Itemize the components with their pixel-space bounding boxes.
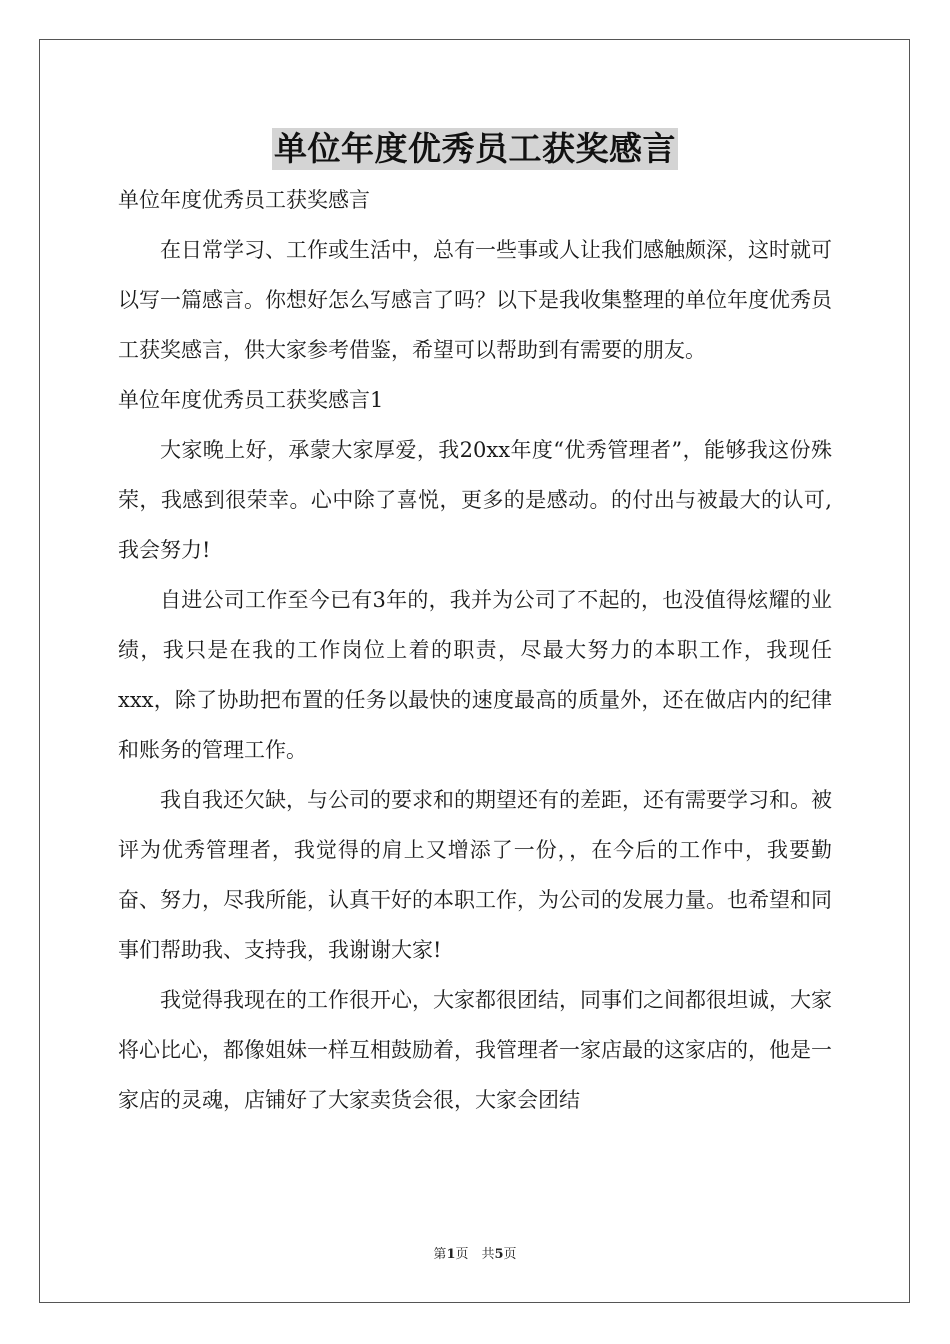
- page-suffix: 页: [503, 1247, 517, 1262]
- current-page-number: 1: [446, 1247, 456, 1262]
- section-heading: 单位年度优秀员工获奖感言1: [118, 388, 384, 412]
- document-body: [118, 175, 832, 1125]
- document-subtitle: 单位年度优秀员工获奖感言: [118, 188, 370, 212]
- body-paragraph: 我自我还欠缺，与公司的要求和的期望还有的差距，还有需要学习和。被评为优秀管理者，我觉得的肩上又增添了一份，，在今后的工作中，我要勤奋、努力，尽我所能，认真干好的本职工作，为公司的发展力量。也希望和同事们帮助我、支持我，我谢谢大家!: [118, 788, 832, 962]
- document-title: 单位年度优秀员工获奖感言: [274, 129, 676, 168]
- body-paragraph: 大家晚上好，承蒙大家厚爱，我20xx年度“优秀管理者”，能够我这份殊荣，我感到很荣幸。心中除了喜悦，更多的是感动。的付出与被最大的认可,我会努力!: [118, 438, 832, 562]
- page-mid: 页 共: [455, 1247, 495, 1262]
- total-page-number: 5: [494, 1247, 504, 1262]
- title-container: [0, 128, 950, 170]
- body-paragraph: 自进公司工作至今已有3年的，我并为公司了不起的，也没值得炫耀的业绩，我只是在我的工作岗位上着的职责，尽最大努力的本职工作，我现任xxx，除了协助把布置的任务以最快的速度最高的质量外，还在做店内的纪律和账务的管理工作。: [118, 588, 832, 762]
- page-footer: [0, 1246, 950, 1264]
- body-paragraph: 我觉得我现在的工作很开心，大家都很团结，同事们之间都很坦诚，大家将心比心，都像姐妹一样互相鼓励着，我管理者一家店最的这家店的，他是一家店的灵魂，店铺好了大家卖货会很，大家会团结: [118, 988, 832, 1112]
- intro-paragraph: 在日常学习、工作或生活中，总有一些事或人让我们感触颇深，这时就可以写一篇感言。你想好怎么写感言了吗？以下是我收集整理的单位年度优秀员工获奖感言，供大家参考借鉴，希望可以帮助到有需要的朋友。: [118, 238, 832, 362]
- page-prefix: 第: [433, 1247, 447, 1262]
